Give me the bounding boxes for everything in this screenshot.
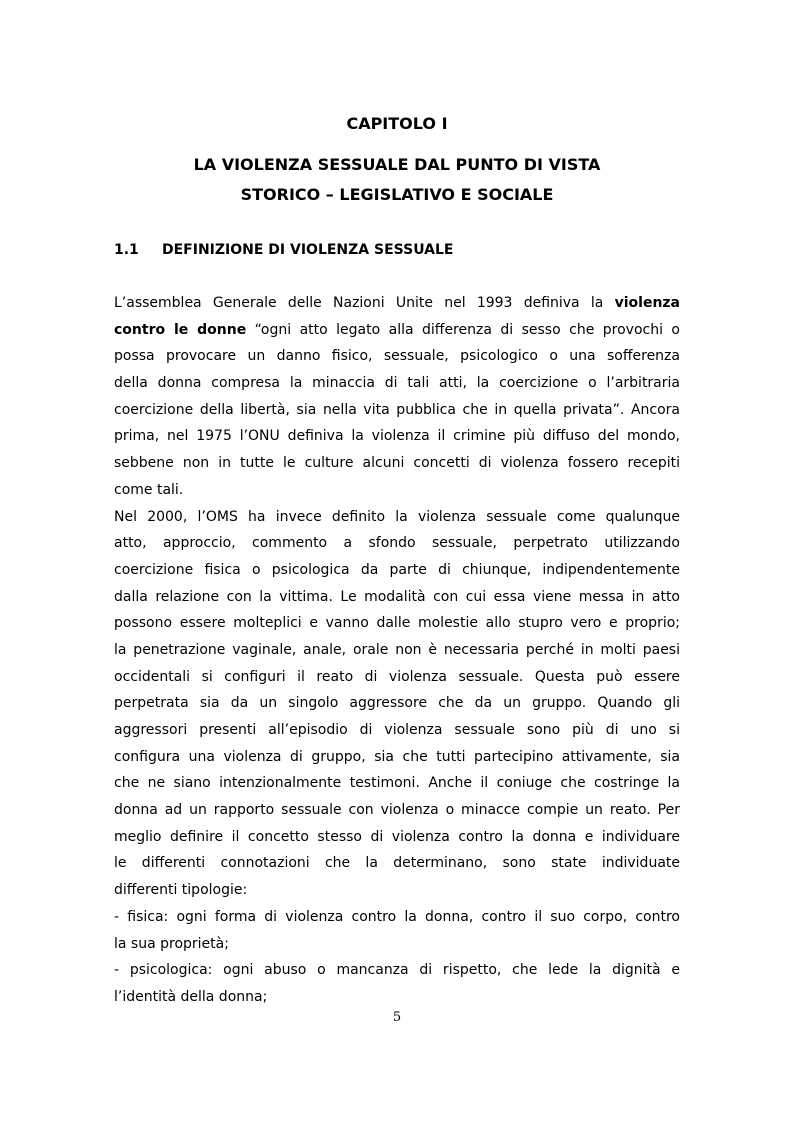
chapter-heading: CAPITOLO I [346, 114, 448, 133]
text-line: aggressori presenti all’episodio di violenza sessuale sono più di uno si [114, 722, 680, 738]
text-line: meglio definire il concetto stesso di violenza contro la donna e individuare [114, 828, 680, 845]
text-line: atto, approccio, commento a sfondo sessuale, perpetrato utilizzando [114, 535, 680, 552]
chapter-title-line-1: LA VIOLENZA SESSUALE DAL PUNTO DI VISTA [193, 155, 601, 174]
text-line: differenti tipologie: [114, 882, 248, 899]
page-number: 5 [392, 1010, 402, 1025]
section-title: DEFINIZIONE DI VIOLENZA SESSUALE [162, 242, 454, 258]
text-line: che ne siano intenzionalmente testimoni. Anche il coniuge che costringe la [114, 775, 680, 792]
text-line: coercizione della libertà, sia nella vita pubblica che in quella privata”. Ancora [114, 401, 680, 418]
chapter-title-line-2: STORICO – LEGISLATIVO E SOCIALE [240, 185, 554, 204]
text-line: configura una violenza di gruppo, sia che tutti partecipino attivamente, sia [114, 748, 680, 765]
text-line: come tali. [114, 481, 184, 498]
text-line: della donna compresa la minaccia di tali atti, la coercizione o l’arbitraria [114, 375, 680, 392]
text-line: perpetrata sia da un singolo aggressore che da un gruppo. Quando gli [114, 695, 680, 712]
text-line: contro le donne “ogni atto legato alla differenza di sesso che provochi o [114, 321, 680, 338]
text-line: la sua proprietà; [114, 935, 229, 952]
body-text [114, 290, 680, 1011]
text-line: possa provocare un danno fisico, sessuale, psicologico o una sofferenza [114, 348, 680, 365]
text-line: coercizione fisica o psicologica da parte di chiunque, indipendentemente [114, 561, 680, 578]
bold-term: contro le donne [114, 321, 247, 338]
text-line: - fisica: ogni forma di violenza contro la donna, contro il suo corpo, contro [114, 908, 680, 925]
text-line: le differenti connotazioni che la determinano, sono state individuate [114, 855, 680, 872]
text-line: L’assemblea Generale delle Nazioni Unite nel 1993 definiva la violenza [114, 295, 681, 311]
section-number: 1.1 [114, 242, 139, 258]
text-line: sebbene non in tutte le culture alcuni concetti di violenza fossero recepiti [114, 455, 680, 472]
text-line: la penetrazione vaginale, anale, orale non è necessaria perché in molti paesi [114, 641, 680, 658]
text-line: l’identità della donna; [114, 988, 268, 1005]
text-line: prima, nel 1975 l’ONU definiva la violenza il crimine più diffuso del mondo, [114, 428, 680, 445]
text-line: - psicologica: ogni abuso o mancanza di rispetto, che lede la dignità e [114, 962, 680, 979]
text-line: dalla relazione con la vittima. Le modalità con cui essa viene messa in atto [114, 588, 680, 605]
section-heading [114, 239, 453, 261]
text-line: donna ad un rapporto sessuale con violenza o minacce compie un reato. Per [114, 802, 680, 819]
bold-term: violenza [614, 295, 681, 311]
chapter-title [0, 150, 794, 210]
text-line: Nel 2000, l’OMS ha invece definito la violenza sessuale come qualunque [114, 508, 680, 525]
text-line: possono essere molteplici e vanno dalle molestie allo stupro vero e proprio; [114, 615, 680, 632]
text-line: occidentali si configuri il reato di violenza sessuale. Questa può essere [114, 668, 680, 685]
